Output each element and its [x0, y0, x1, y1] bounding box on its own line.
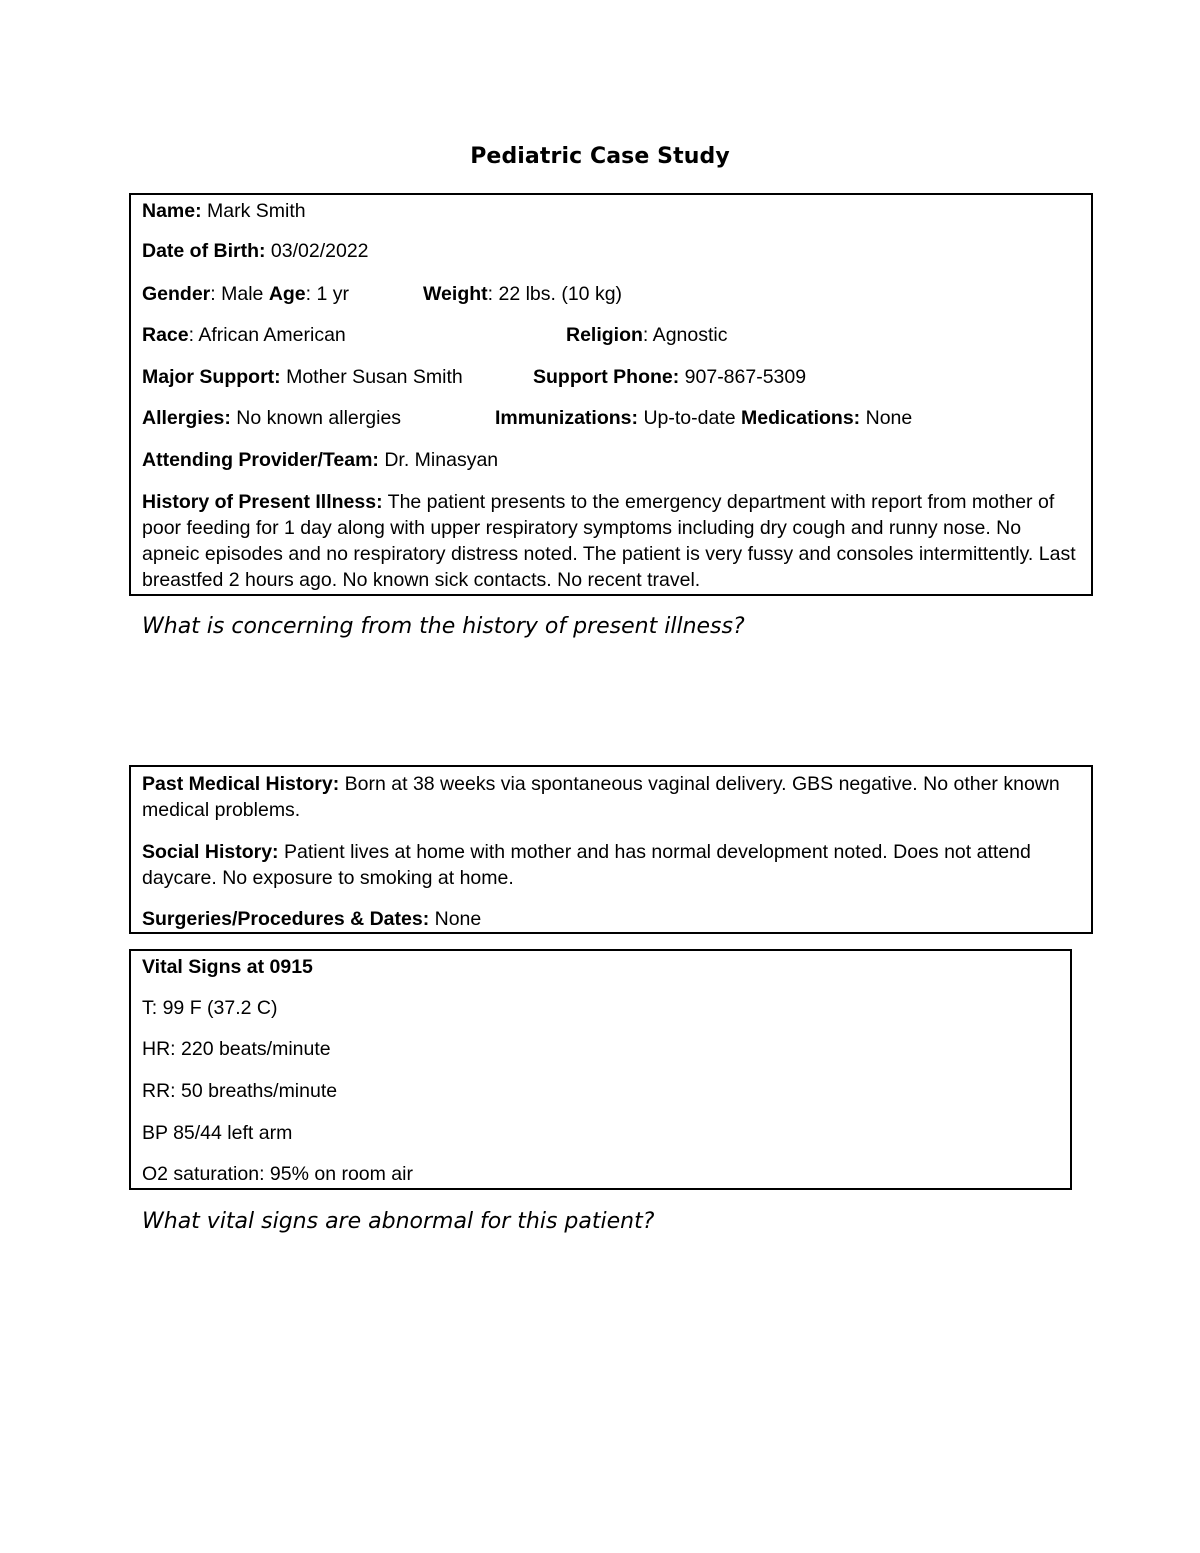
race-value: : African American: [188, 324, 346, 346]
age-value: : 1 yr: [305, 283, 349, 305]
immunizations-value: Up-to-date: [643, 407, 736, 429]
allergies-row: [142, 406, 401, 430]
surgeries-row: [142, 907, 481, 931]
age-label: Age: [268, 283, 306, 305]
religion-row: [566, 323, 727, 347]
support-label: Major Support:: [142, 366, 281, 388]
immunizations-row: [495, 406, 912, 430]
support-value: Mother Susan Smith: [286, 366, 463, 388]
hpi-label: History of Present Illness:: [142, 491, 383, 513]
medications-label: Medications:: [741, 407, 861, 429]
phone-label: Support Phone:: [533, 366, 680, 388]
allergies-value: No known allergies: [236, 407, 402, 429]
hpi-paragraph: [142, 489, 1079, 593]
page-title: Pediatric Case Study: [470, 144, 730, 169]
question-vitals: What vital signs are abnormal for this patient?: [142, 1209, 655, 1234]
vital-o2-saturation: O2 saturation: 95% on room air: [142, 1163, 413, 1185]
race-label: Race: [142, 324, 189, 346]
weight-value: : 22 lbs. (10 kg): [487, 283, 623, 305]
gender-label: Gender: [142, 283, 211, 305]
vital-heart-rate: HR: 220 beats/minute: [142, 1038, 331, 1060]
surgeries-value: None: [434, 908, 482, 930]
weight-label: Weight: [423, 283, 488, 305]
vitals-box: [129, 949, 1072, 1190]
religion-label: Religion: [566, 324, 643, 346]
social-paragraph: [142, 839, 1079, 891]
weight-row: [423, 282, 622, 306]
provider-row: [142, 448, 498, 472]
hpi-text: The patient presents to the emergency department with report from mother of poor feeding for 1 day along with upper respiratory symptoms including dry cough and runny nose. No apneic episodes and no respiratory distress noted. The patient is very fussy and consoles intermittently. Last breastfed 2 hours ago. No known sick contacts. No recent travel.: [142, 491, 1076, 591]
provider-value: Dr. Minasyan: [384, 449, 499, 471]
pmh-text: Born at 38 weeks via spontaneous vaginal delivery. GBS negative. No other known medical problems.: [142, 773, 1060, 821]
religion-value: : Agnostic: [642, 324, 728, 346]
race-row: [142, 323, 346, 347]
provider-label: Attending Provider/Team:: [142, 449, 379, 471]
vitals-heading-text: Vital Signs at 0915: [142, 956, 313, 978]
surgeries-label: Surgeries/Procedures & Dates:: [142, 908, 430, 930]
dob-row: [142, 239, 369, 263]
name-value: Mark Smith: [207, 200, 306, 222]
vitals-heading: [142, 955, 313, 979]
pmh-label: Past Medical History:: [142, 773, 340, 795]
dob-label: Date of Birth:: [142, 240, 266, 262]
phone-value: 907-867-5309: [684, 366, 807, 388]
vital-blood-pressure: BP 85/44 left arm: [142, 1122, 293, 1144]
name-label: Name:: [142, 200, 202, 222]
vital-temperature: T: 99 F (37.2 C): [142, 997, 278, 1019]
patient-info-box: [129, 193, 1093, 596]
immunizations-label: Immunizations:: [495, 407, 639, 429]
allergies-label: Allergies:: [142, 407, 231, 429]
support-row: [142, 365, 463, 389]
pmh-paragraph: [142, 771, 1079, 823]
vital-respiratory-rate: RR: 50 breaths/minute: [142, 1080, 338, 1102]
name-row: [142, 199, 306, 223]
gender-age-row: [142, 282, 349, 306]
dob-value: 03/02/2022: [270, 240, 369, 262]
phone-row: [533, 365, 806, 389]
history-box: [129, 765, 1093, 934]
question-hpi: What is concerning from the history of present illness?: [142, 614, 745, 639]
social-label: Social History:: [142, 841, 279, 863]
social-text: Patient lives at home with mother and has normal development noted. Does not attend daycare. No exposure to smoking at home.: [142, 841, 1031, 889]
medications-value: None: [865, 407, 913, 429]
gender-value: : Male: [210, 283, 264, 305]
